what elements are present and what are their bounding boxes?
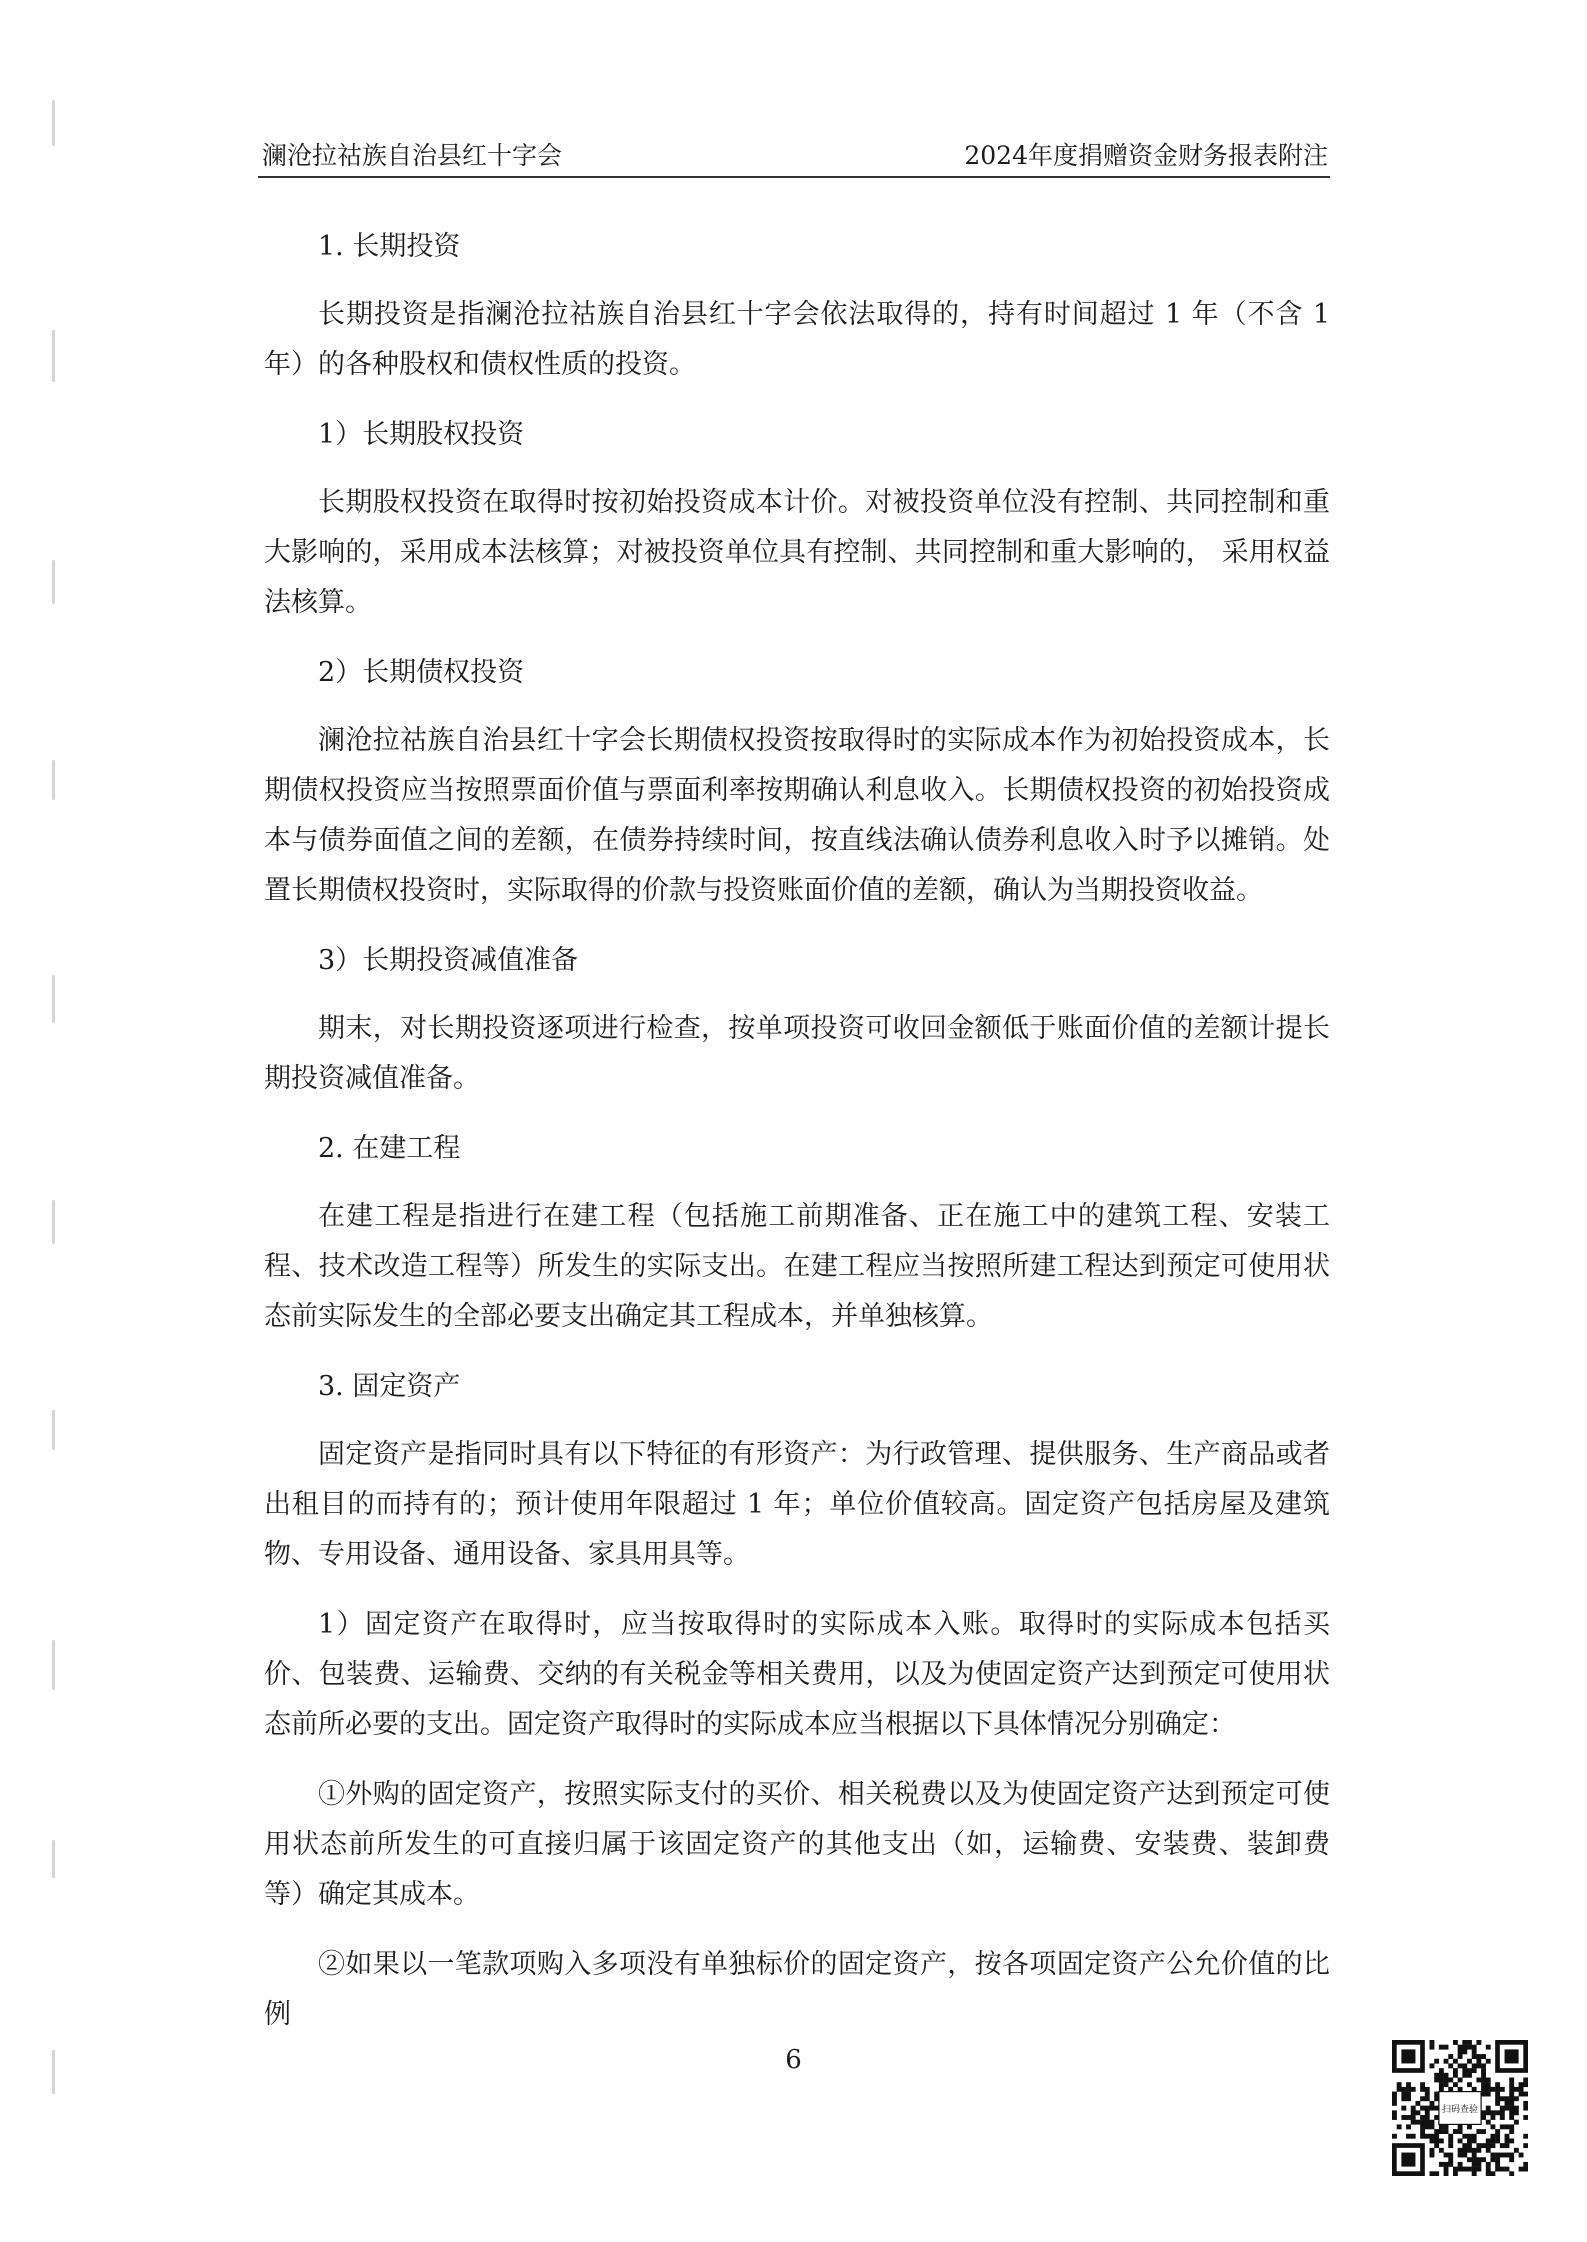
page-header <box>262 138 1328 174</box>
verification-qr-code <box>1392 2040 1528 2176</box>
scan-mark <box>52 1840 55 1878</box>
scan-mark <box>52 1410 55 1450</box>
section-heading: 1. 长期投资 <box>318 231 461 262</box>
section-heading: 2）长期债权投资 <box>318 657 525 688</box>
section-heading: 2. 在建工程 <box>318 1133 461 1164</box>
scan-mark <box>52 560 55 604</box>
scan-mark <box>52 1200 55 1244</box>
body-paragraph: ①外购的固定资产，按照实际支付的买价、相关税费以及为使固定资产达到预定可使用状态前所发生的可直接归属于该固定资产的其他支出（如，运输费、安装费、装卸费等）确定其成本。 <box>264 1779 1330 1910</box>
body-paragraph: 固定资产是指同时具有以下特征的有形资产：为行政管理、提供服务、生产商品或者出租目的而持有的；预计使用年限超过 1 年；单位价值较高。固定资产包括房屋及建筑物、专用设备、通用设备、家具用具等。 <box>264 1439 1330 1570</box>
body-paragraph: ②如果以一笔款项购入多项没有单独标价的固定资产，按各项固定资产公允价值的比例 <box>264 1949 1330 2030</box>
body-paragraph: 长期投资是指澜沧拉祜族自治县红十字会依法取得的，持有时间超过 1 年（不含 1 年）的各种股权和债权性质的投资。 <box>264 299 1330 380</box>
scan-mark <box>52 760 55 800</box>
body-paragraph: 澜沧拉祜族自治县红十字会长期债权投资按取得时的实际成本作为初始投资成本，长期债权投资应当按照票面价值与票面利率按期确认利息收入。长期债权投资的初始投资成本与债券面值之间的差额，在债券持续时间，按直线法确认债券利息收入时予以摊销。处置长期债权投资时，实际取得的价款与投资账面价值的差额，确认为当期投资收益。 <box>264 725 1330 906</box>
header-organization: 澜沧拉祜族自治县红十字会 <box>262 141 563 170</box>
body-paragraph: 1）固定资产在取得时，应当按取得时的实际成本入账。取得时的实际成本包括买价、包装费、运输费、交纳的有关税金等相关费用，以及为使固定资产达到预定可使用状态前所必要的支出。固定资产取得时的实际成本应当根据以下具体情况分别确定： <box>264 1609 1330 1740</box>
section-heading: 3. 固定资产 <box>318 1371 461 1402</box>
section-heading: 3）长期投资减值准备 <box>318 945 579 976</box>
document-body <box>264 222 1330 2060</box>
header-divider <box>258 176 1330 178</box>
scan-mark <box>52 1640 55 1690</box>
scan-mark <box>52 330 55 382</box>
header-report-title: 2024年度捐赠资金财务报表附注 <box>964 141 1328 170</box>
body-paragraph: 期末，对长期投资逐项进行检查，按单项投资可收回金额低于账面价值的差额计提长期投资减值准备。 <box>264 1013 1330 1094</box>
section-heading: 1）长期股权投资 <box>318 419 525 450</box>
qr-stamp-text: 扫码查验 <box>1441 2105 1479 2116</box>
scan-mark <box>52 100 55 146</box>
body-paragraph: 长期股权投资在取得时按初始投资成本计价。对被投资单位没有控制、共同控制和重大影响的，采用成本法核算；对被投资单位具有控制、共同控制和重大影响的， 采用权益法核算。 <box>264 487 1330 618</box>
page-number: 6 <box>785 2045 802 2075</box>
scan-mark <box>52 975 55 1023</box>
body-paragraph: 在建工程是指进行在建工程（包括施工前期准备、正在施工中的建筑工程、安装工程、技术改造工程等）所发生的实际支出。在建工程应当按照所建工程达到预定可使用状态前实际发生的全部必要支出确定其工程成本，并单独核算。 <box>264 1201 1330 1332</box>
